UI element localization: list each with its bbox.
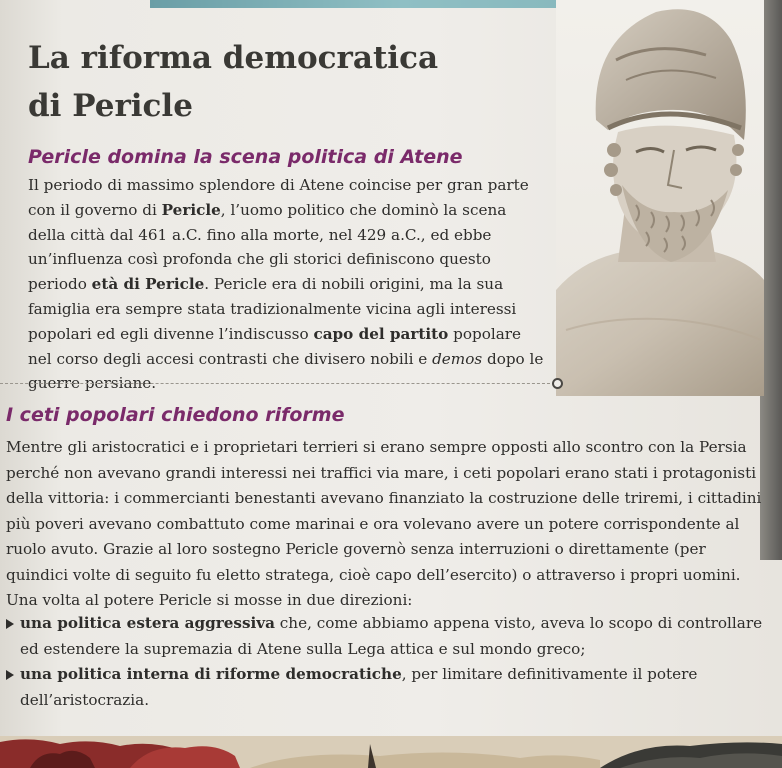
para1-bold-eta: età di Pericle bbox=[91, 275, 205, 294]
decorative-strip-icon bbox=[0, 736, 782, 768]
para1-bold-pericle: Pericle bbox=[161, 200, 221, 219]
triangle-bullet-icon bbox=[6, 670, 14, 680]
para1-text-2: , l’uomo politico che dominò la scena della città dal 461 a.C. fino alla morte, nel 429 a.C., ed ebbe un’influenza così profonda che gli storici definiscono questo periodo bbox=[28, 200, 507, 294]
para1-text-3: . Pericle era di nobili origini, ma la sua famiglia era sempre stata tradizionalmente vicina agli interessi popolari ed egli divenne l’indiscusso bbox=[28, 275, 517, 343]
paragraph-pericle bbox=[28, 173, 548, 396]
section-heading-pericle: Pericle domina la scena politica di Atene bbox=[28, 146, 463, 168]
paragraph-ceti: Mentre gli aristocratici e i proprietari terrieri si erano sempre opposti allo scontro con la Persia perché non avevano grandi interessi nei traffici via mare, i ceti popolari erano stati i protagonisti della vittoria: i commercianti benestanti avevano finanziato la costruzione delle triremi, i cittadini più poveri avevano combattuto come marinai e ora volevano avere un potere corrispondente al ruolo avuto. Grazie al loro sostegno Pericle governò senza interruzioni o direttamente (per quindici volte di seguito fu eletto stratega, cioè capo dell’esercito) o attraverso i propri uomini. Una volta al potere Pericle si mosse in due direzioni: bbox=[6, 438, 762, 609]
bullet-1-text: che, come abbiamo appena visto, aveva lo scopo di controllare ed estendere la supremazia di Atene sulla Lega attica e sul mondo greco; bbox=[20, 614, 763, 658]
para1-text-5: dopo le guerre persiane. bbox=[28, 349, 544, 393]
title-line-1: La riforma democratica bbox=[28, 40, 439, 76]
para1-text-1: Il periodo di massimo splendore di Atene coincise per gran parte con il governo di bbox=[28, 176, 529, 219]
bullet-1-bold: una politica estera aggressiva bbox=[20, 614, 275, 632]
bullet-item-interna bbox=[6, 662, 768, 713]
divider-dot-icon bbox=[552, 378, 563, 389]
bullet-list bbox=[6, 611, 768, 713]
bullet-2-text: , per limitare definitivamente il potere dell’aristocrazia. bbox=[20, 665, 698, 709]
bottom-illustration-strip bbox=[0, 736, 782, 768]
triangle-bullet-icon bbox=[6, 619, 14, 629]
page-title bbox=[28, 34, 488, 130]
para1-bold-capo: capo del partito bbox=[313, 324, 449, 343]
bullet-item-estera bbox=[6, 611, 768, 662]
pericles-bust-illustration bbox=[556, 0, 764, 396]
para1-text-4: popolare nel corso degli accesi contrasti che divisero nobili e bbox=[28, 324, 522, 368]
bust-icon bbox=[556, 0, 764, 396]
title-line-2: di Pericle bbox=[28, 88, 193, 124]
para1-italic-demos: demos bbox=[432, 349, 483, 368]
bullet-2-bold: una politica interna di riforme democratiche bbox=[20, 665, 402, 683]
section-heading-ceti: I ceti popolari chiedono riforme bbox=[6, 404, 345, 426]
section-divider bbox=[0, 383, 555, 384]
